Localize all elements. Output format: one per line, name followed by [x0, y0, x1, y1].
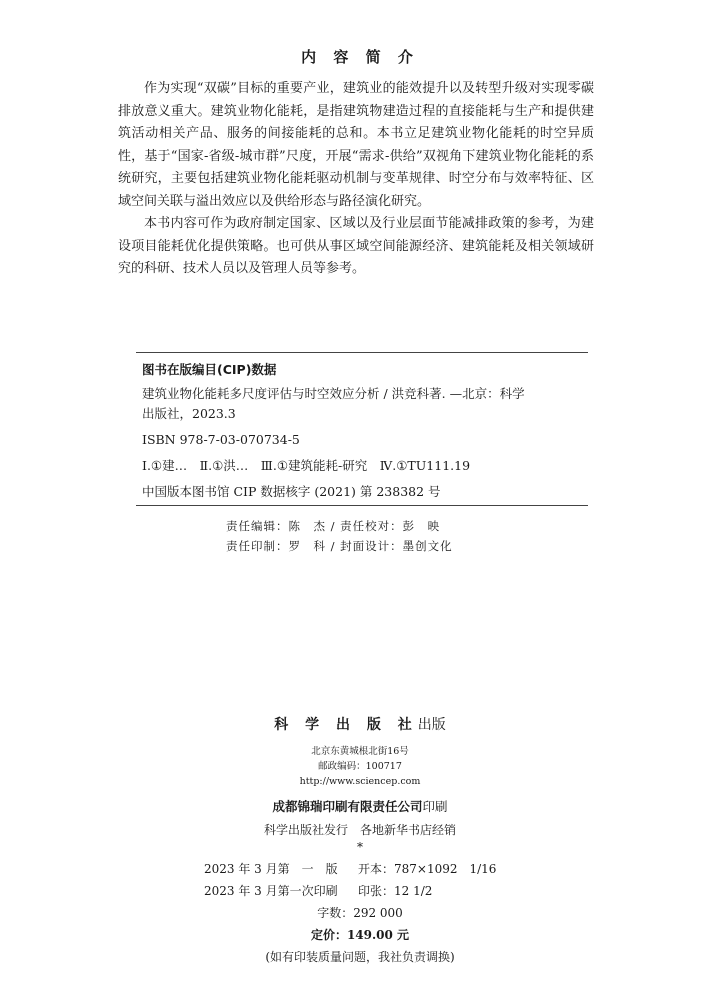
summary-paragraph: 作为实现“双碳”目标的重要产业，建筑业的能效提升以及转型升级对实现零碳排放意义重大。建筑业物化能耗，是指建筑物建造过程的直接能耗与生产和提供建筑活动相关产品、服务的间接能耗的总和。本书立足建筑业物化能耗的时空异质性，基于“国家-省级-城市群”尺度，开展“需求-供给”双视角下建筑业物化能耗的系统研究，主要包括建筑业物化能耗驱动机制与变革规律、时空分布与效率特征、区域空间关联与溢出效应以及供给形态与路径演化研究。: [118, 81, 594, 209]
printer-name: 成都锦瑞印刷有限责任公司: [272, 799, 423, 814]
cip-entry-line: 出版社，2023.3: [142, 406, 236, 421]
summary-body: [118, 78, 594, 281]
summary-title: 内 容 简 介: [301, 48, 419, 66]
printer-line: [0, 797, 720, 815]
printer-suffix: 印刷: [422, 799, 448, 814]
print-sheets: 印张：12 1/2: [358, 884, 433, 898]
edition-date: 2023 年 3 月第 一 版: [204, 862, 338, 876]
word-count: 字数：292 000: [317, 906, 403, 920]
cip-heading: 图书在版编目(CIP)数据: [142, 362, 277, 377]
format-size: 开本：787×1092 1/16: [358, 862, 497, 876]
publisher-address: 北京东黄城根北街16号: [311, 746, 409, 757]
cip-classification: Ⅰ.①建… Ⅱ.①洪… Ⅲ.①建筑能耗-研究 Ⅳ.①TU111.19: [142, 458, 471, 473]
edition-block: [0, 858, 720, 968]
credits-line: 责任印制：罗 科 / 封面设计：墨创文化: [226, 539, 453, 553]
summary-paragraph: 本书内容可作为政府制定国家、区域以及行业层面节能减排政策的参考，为建设项目能耗优化提供策略。也可供从事区域空间能源经济、建筑能耗及相关领域研究的科研、技术人员以及管理人员等参考。: [118, 216, 594, 276]
divider-top: [136, 352, 588, 353]
publisher-name: [0, 714, 720, 734]
publisher-block: [0, 714, 720, 854]
quality-note: (如有印装质量问题，我社负责调换): [265, 950, 455, 964]
separator-star: *: [357, 840, 363, 854]
edition-row: [0, 880, 720, 902]
edition-row: [0, 858, 720, 880]
publisher-url: http://www.sciencep.com: [299, 776, 421, 787]
publisher-name-text: 科 学 出 版 社: [274, 717, 418, 733]
distribution-line: 科学出版社发行 各地新华书店经销: [263, 823, 456, 837]
divider-bottom: [136, 505, 588, 506]
cip-entry-line: 建筑业物化能耗多尺度评估与时空效应分析 / 洪竞科著. —北京：科学: [142, 386, 525, 401]
cip-block: [142, 360, 582, 502]
publisher-suffix: 出版: [417, 717, 446, 733]
price: 定价：149.00 元: [310, 928, 410, 942]
cip-isbn: ISBN 978-7-03-070734-5: [142, 432, 300, 447]
credits-block: [226, 516, 606, 556]
cip-verify: 中国版本图书馆 CIP 数据核字 (2021) 第 238382 号: [142, 484, 441, 499]
publisher-postcode: 邮政编码：100717: [318, 761, 402, 772]
print-date: 2023 年 3 月第一次印刷: [204, 884, 338, 898]
credits-line: 责任编辑：陈 杰 / 责任校对：彭 映: [226, 519, 441, 533]
